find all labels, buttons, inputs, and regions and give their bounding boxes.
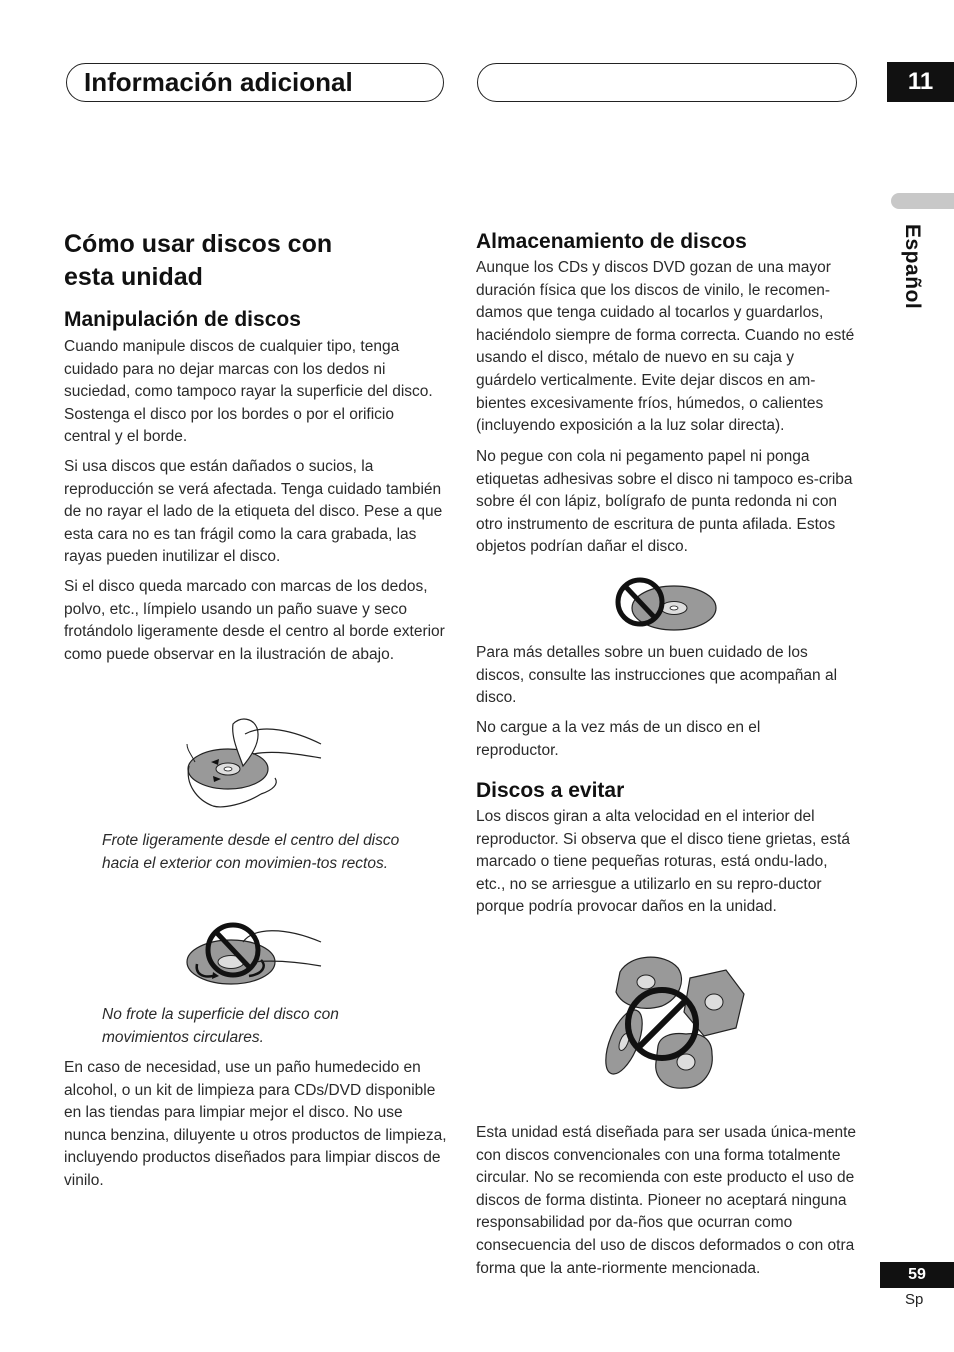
paragraph-avoid: Los discos giran a alta velocidad en el interior del reproductor. Si observa que el disco tiene grietas, está marcado o tiene pequeñas roturas, está ondu-lado, etc., no se arriesgue a utilizarlo en su repro-ductor porque podría provocar daños en la unidad. — [476, 808, 850, 916]
caption-no-circular: No frote la superficie del disco con movimientos circulares. — [102, 1006, 339, 1046]
no-circular-wipe-illustration — [183, 918, 325, 994]
caption-straight-wipe: Frote ligeramente desde el centro del disco hacia el exterior con movimien-tos rectos. — [102, 832, 400, 872]
subheading-avoid: Discos a evitar — [476, 779, 625, 802]
paragraph: Aunque los CDs y discos DVD gozan de una mayor duración física que los discos de vinilo, le recomen-damos que tenga cuidado al tocarlos y guardarlos, haciéndolo siempre de forma correcta. Cuando no esté usando el disco, métalo de nuevo en su caja y guárdelo verticalmente. Evite dejar discos en am-bientes excesivamente fríos, húmedos, o calientes (incluyendo exposición a la luz solar directa). — [476, 259, 855, 435]
paragraph: Si el disco queda marcado con marcas de los dedos, polvo, etc., límpielo usando un paño suave y seco frotándolo ligeramente desde el centro al borde exterior como puede observar en la ilustración de abajo. — [64, 578, 445, 663]
odd-shaped-discs-illustration — [600, 950, 746, 1092]
subheading-handling: Manipulación de discos — [64, 308, 301, 331]
disc-wiping-illustration — [183, 714, 325, 816]
section-title: Información adicional — [84, 67, 353, 97]
paragraph: Cuando manipule discos de cualquier tipo, tenga cuidado para no dejar marcas con los dedos ni suciedad, como tampoco rayar la superficie del disco. Sostenga el disco por los bordes o por el orificio central y el borde. — [64, 338, 433, 446]
language-label: Español — [901, 224, 924, 310]
paragraph: Si usa discos que están dañados o sucios, la reproducción se verá afectada. Tenga cuidado también de no rayar el lado de la etiqueta del disco. Pese a que esta cara no es tan frágil como la cara grabada, las rayas pueden inutilizar el disco. — [64, 458, 443, 566]
paragraph: Para más detalles sobre un buen cuidado de los discos, consulte las instrucciones que acompañan al disco. — [476, 644, 838, 707]
paragraph-cleaning: En caso de necesidad, use un paño humedecido en alcohol, o un kit de limpieza para CDs/DVD disponible en las tiendas para limpiar mejor el disco. No use nunca benzina, diluyente u otros productos de limpieza, incluyendo productos diseñados para limpiar discos de vinilo. — [64, 1059, 447, 1189]
no-label-disc-illustration — [612, 574, 718, 632]
section-heading — [64, 228, 444, 294]
subheading-storage: Almacenamiento de discos — [476, 230, 747, 253]
paragraph: No cargue a la vez más de un disco en el reproductor. — [476, 719, 761, 759]
section-heading-line1: Cómo usar discos con — [64, 230, 333, 258]
paragraph-shape: Esta unidad está diseñada para ser usada única-mente con discos convencionales con una forma totalmente circular. No se recomienda con este producto el uso de discos de forma distinta. Pioneer no aceptará ninguna responsabilidad por da-ños que ocurran como consecuencia del uso de discos deformados o con otra forma que la ante-riormente mencionada. — [476, 1124, 856, 1277]
paragraph: No pegue con cola ni pegamento papel ni ponga etiquetas adhesivas sobre el disco ni tampoco es-criba sobre él con lápiz, bolígrafo de punta redonda ni con otro instrumento de escritura de punta afilada. Estos objetos podrían dañar el disco. — [476, 448, 853, 556]
language-tab-marker — [891, 193, 954, 209]
page-number: 59 — [880, 1262, 954, 1288]
chapter-number: 11 — [887, 62, 954, 102]
section-heading-line2: esta unidad — [64, 263, 203, 291]
language-code: Sp — [905, 1291, 924, 1308]
header-empty-frame — [477, 63, 857, 102]
